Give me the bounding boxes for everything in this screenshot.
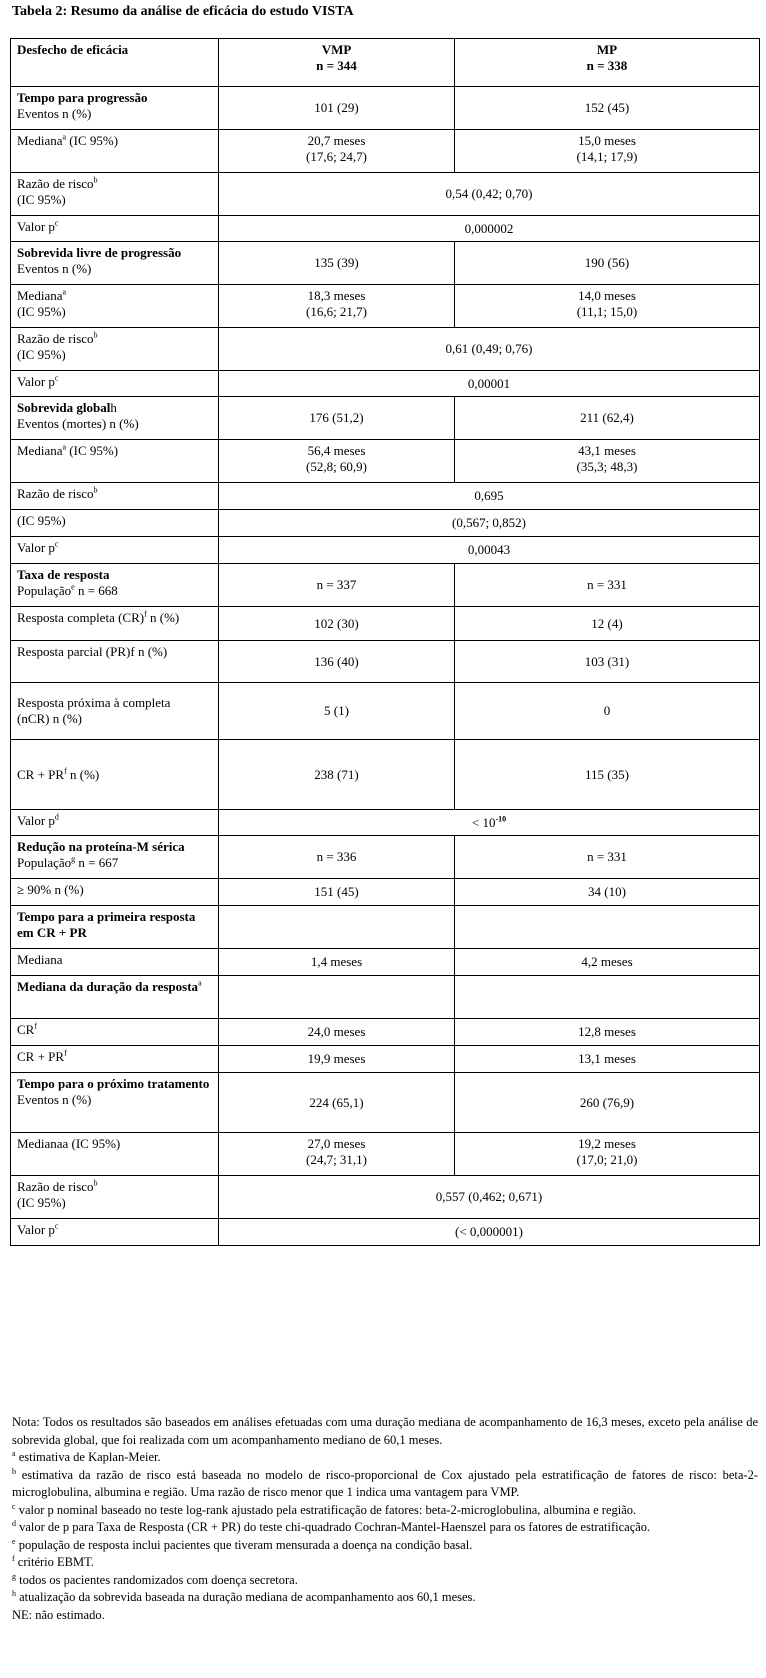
cell-mp: 14,0 meses (11,1; 15,0) bbox=[455, 285, 760, 328]
footnote-h: $^h$ atualização da sobrevida baseada na duração mediana de acompanhamento aos 60,1 meses. bbox=[12, 1588, 476, 1604]
table-row bbox=[11, 216, 760, 242]
cell-vmp: 18,3 meses (16,6; 21,7) bbox=[219, 285, 455, 328]
efficacy-table bbox=[10, 38, 760, 1246]
table-row bbox=[11, 906, 760, 949]
table-row bbox=[11, 1046, 760, 1073]
cell-mp: 190 (56) bbox=[455, 242, 760, 285]
cell-vmp: n = 336 bbox=[219, 836, 455, 879]
row-label: Resposta completa (CR)$^f$ n (%) bbox=[11, 607, 219, 641]
table-row bbox=[11, 1219, 760, 1246]
table-row bbox=[11, 537, 760, 564]
cell-vmp: 24,0 meses bbox=[219, 1019, 455, 1046]
cell-mp: 0 bbox=[455, 683, 760, 740]
table-row bbox=[11, 607, 760, 641]
table-row bbox=[11, 242, 760, 285]
cell-mp: 15,0 meses (14,1; 17,9) bbox=[455, 130, 760, 173]
cell-mp: 34 (10) bbox=[455, 879, 760, 906]
cell-merged: 0,695 bbox=[219, 483, 760, 510]
table-row bbox=[11, 328, 760, 371]
cell-mp: n = 331 bbox=[455, 836, 760, 879]
table-row bbox=[11, 1133, 760, 1176]
cell-mp: 260 (76,9) bbox=[455, 1073, 760, 1133]
cell-vmp: 20,7 meses (17,6; 24,7) bbox=[219, 130, 455, 173]
table-row bbox=[11, 1019, 760, 1046]
cell-mp: 12,8 meses bbox=[455, 1019, 760, 1046]
table-row bbox=[11, 976, 760, 1019]
table-row bbox=[11, 173, 760, 216]
row-label: Mediana$^a$ (IC 95%) bbox=[11, 440, 219, 483]
cell-vmp: 27,0 meses (24,7; 31,1) bbox=[219, 1133, 455, 1176]
row-label: $CR^f$ bbox=[11, 1019, 219, 1046]
cell-mp bbox=[455, 906, 760, 949]
cell-mp: 152 (45) bbox=[455, 87, 760, 130]
cell-vmp: 238 (71) bbox=[219, 740, 455, 810]
row-label: CR + $PR^f$ n (%) bbox=[11, 740, 219, 810]
table-row bbox=[11, 836, 760, 879]
cell-vmp bbox=[219, 906, 455, 949]
cell-vmp: 176 (51,2) bbox=[219, 397, 455, 440]
cell-merged: (0,567; 0,852) bbox=[219, 510, 760, 537]
footnote-a: $^a$ estimativa de Kaplan-Meier. bbox=[12, 1448, 161, 1464]
row-label: Resposta parcial (PR)f n (%) bbox=[11, 641, 219, 683]
table-row bbox=[11, 87, 760, 130]
row-label: Taxa de resposta População$^e$ n = 668 bbox=[11, 564, 219, 607]
cell-mp: 115 (35) bbox=[455, 740, 760, 810]
row-label: Valor $p^c$ bbox=[11, 537, 219, 564]
footnote-f: $^f$ critério EBMT. bbox=[12, 1553, 94, 1569]
table-row bbox=[11, 810, 760, 836]
cell-mp bbox=[455, 976, 760, 1019]
footnote-g: $^g$ todos os pacientes randomizados com doença secretora. bbox=[12, 1571, 298, 1587]
cell-vmp: 224 (65,1) bbox=[219, 1073, 455, 1133]
row-label: Mediana bbox=[11, 949, 219, 976]
cell-vmp: 136 (40) bbox=[219, 641, 455, 683]
cell-merged: 0,000002 bbox=[219, 216, 760, 242]
cell-mp: 211 (62,4) bbox=[455, 397, 760, 440]
row-label: Mediana$^a$ (IC 95%) bbox=[11, 285, 219, 328]
header-mp: MP n = 338 bbox=[455, 39, 760, 87]
footnote-d: $^d$ valor de p para Taxa de Resposta (CR + PR) do teste chi-quadrado Cochran-Mantel-Haenszel para os fatores de estratificação. bbox=[12, 1518, 651, 1534]
cell-merged: 0,61 (0,49; 0,76) bbox=[219, 328, 760, 371]
cell-merged: 0,54 (0,42; 0,70) bbox=[219, 173, 760, 216]
table-row bbox=[11, 1073, 760, 1133]
cell-mp: 12 (4) bbox=[455, 607, 760, 641]
cell-vmp: 135 (39) bbox=[219, 242, 455, 285]
table-row bbox=[11, 130, 760, 173]
cell-mp: n = 331 bbox=[455, 564, 760, 607]
row-label: ≥ 90% n (%) bbox=[11, 879, 219, 906]
row-label: Redução na proteína-M sérica População$^g$ n = 667 bbox=[11, 836, 219, 879]
cell-merged: < $10^{-10}$ bbox=[219, 810, 760, 836]
table-row bbox=[11, 510, 760, 537]
row-label: Razão de risco$^b$ (IC 95%) bbox=[11, 1176, 219, 1219]
row-label: Tempo para a primeira resposta em CR + PR bbox=[11, 906, 219, 949]
table-row bbox=[11, 564, 760, 607]
row-label: Razão de risco$^b$ (IC 95%) bbox=[11, 173, 219, 216]
row-label: Valor $p^d$ bbox=[11, 810, 219, 836]
row-label: Razão de risco$^b$ bbox=[11, 483, 219, 510]
row-label: Mediana da duração da resposta$^a$ bbox=[11, 976, 219, 1019]
row-label: Valor $p^c$ bbox=[11, 1219, 219, 1246]
row-label: Mediana$^a$ (IC 95%) bbox=[11, 130, 219, 173]
cell-merged: (< 0,000001) bbox=[219, 1219, 760, 1246]
cell-mp: 19,2 meses (17,0; 21,0) bbox=[455, 1133, 760, 1176]
table-row bbox=[11, 641, 760, 683]
cell-vmp: n = 337 bbox=[219, 564, 455, 607]
table-row bbox=[11, 397, 760, 440]
table-row bbox=[11, 371, 760, 397]
row-label: (IC 95%) bbox=[11, 510, 219, 537]
cell-merged: 0,00043 bbox=[219, 537, 760, 564]
row-label: Sobrevida livre de progressão Eventos n (%) bbox=[11, 242, 219, 285]
footnotes bbox=[12, 1414, 758, 1624]
table-row bbox=[11, 879, 760, 906]
row-label: Valor $p^c$ bbox=[11, 216, 219, 242]
cell-vmp: 1,4 meses bbox=[219, 949, 455, 976]
cell-vmp: 151 (45) bbox=[219, 879, 455, 906]
table-row bbox=[11, 683, 760, 740]
footnote-ne: NE: não estimado. bbox=[12, 1607, 105, 1622]
footnote-c: $^c$ valor p nominal baseado no teste log-rank ajustado pela estratificação de fatores: beta-2-microglobulina, albumina e região. bbox=[12, 1501, 637, 1517]
cell-mp: 13,1 meses bbox=[455, 1046, 760, 1073]
row-label: Valor $p^c$ bbox=[11, 371, 219, 397]
row-label: Tempo para progressão Eventos n (%) bbox=[11, 87, 219, 130]
cell-vmp: 56,4 meses (52,8; 60,9) bbox=[219, 440, 455, 483]
table-row bbox=[11, 285, 760, 328]
row-label: Razão de risco$^b$ (IC 95%) bbox=[11, 328, 219, 371]
cell-merged: 0,557 (0,462; 0,671) bbox=[219, 1176, 760, 1219]
row-label: Sobrevida globalh Eventos (mortes) n (%) bbox=[11, 397, 219, 440]
table-row bbox=[11, 949, 760, 976]
table-row bbox=[11, 483, 760, 510]
cell-mp: 43,1 meses (35,3; 48,3) bbox=[455, 440, 760, 483]
cell-vmp: 102 (30) bbox=[219, 607, 455, 641]
table-caption: Tabela 2: Resumo da análise de eficácia do estudo VISTA bbox=[12, 4, 354, 19]
table-row bbox=[11, 740, 760, 810]
table-row bbox=[11, 1176, 760, 1219]
row-label: Medianaa (IC 95%) bbox=[11, 1133, 219, 1176]
row-label: CR + $PR^f$ bbox=[11, 1046, 219, 1073]
cell-mp: 4,2 meses bbox=[455, 949, 760, 976]
footnote-e: $^e$ população de resposta inclui pacientes que tiveram mensurada a doença na condição basal. bbox=[12, 1536, 473, 1552]
header-row bbox=[11, 39, 760, 87]
cell-vmp: 101 (29) bbox=[219, 87, 455, 130]
footnote-b: $^b$ estimativa da razão de risco está baseada no modelo de risco-proporcional de Cox ajustado pela estratificação de fatores de risco: beta-2-microglobulina, albumina e região. Uma razão de risco menor que 1 indica uma vantagem para VMP. bbox=[12, 1466, 758, 1499]
cell-vmp: 19,9 meses bbox=[219, 1046, 455, 1073]
cell-vmp: 5 (1) bbox=[219, 683, 455, 740]
header-endpoint: Desfecho de eficácia bbox=[11, 39, 219, 87]
note-main: Nota: Todos os resultados são baseados em análises efetuadas com uma duração mediana de acompanhamento de 16,3 meses, exceto pela análise de sobrevida global, que foi realizada com um acompanhamento mediano de 60,1 meses. bbox=[12, 1415, 758, 1447]
cell-merged: 0,00001 bbox=[219, 371, 760, 397]
table-row bbox=[11, 440, 760, 483]
cell-mp: 103 (31) bbox=[455, 641, 760, 683]
row-label: Tempo para o próximo tratamento Eventos n (%) bbox=[11, 1073, 219, 1133]
row-label: Resposta próxima à completa (nCR) n (%) bbox=[11, 683, 219, 740]
header-vmp: VMP n = 344 bbox=[219, 39, 455, 87]
cell-vmp bbox=[219, 976, 455, 1019]
